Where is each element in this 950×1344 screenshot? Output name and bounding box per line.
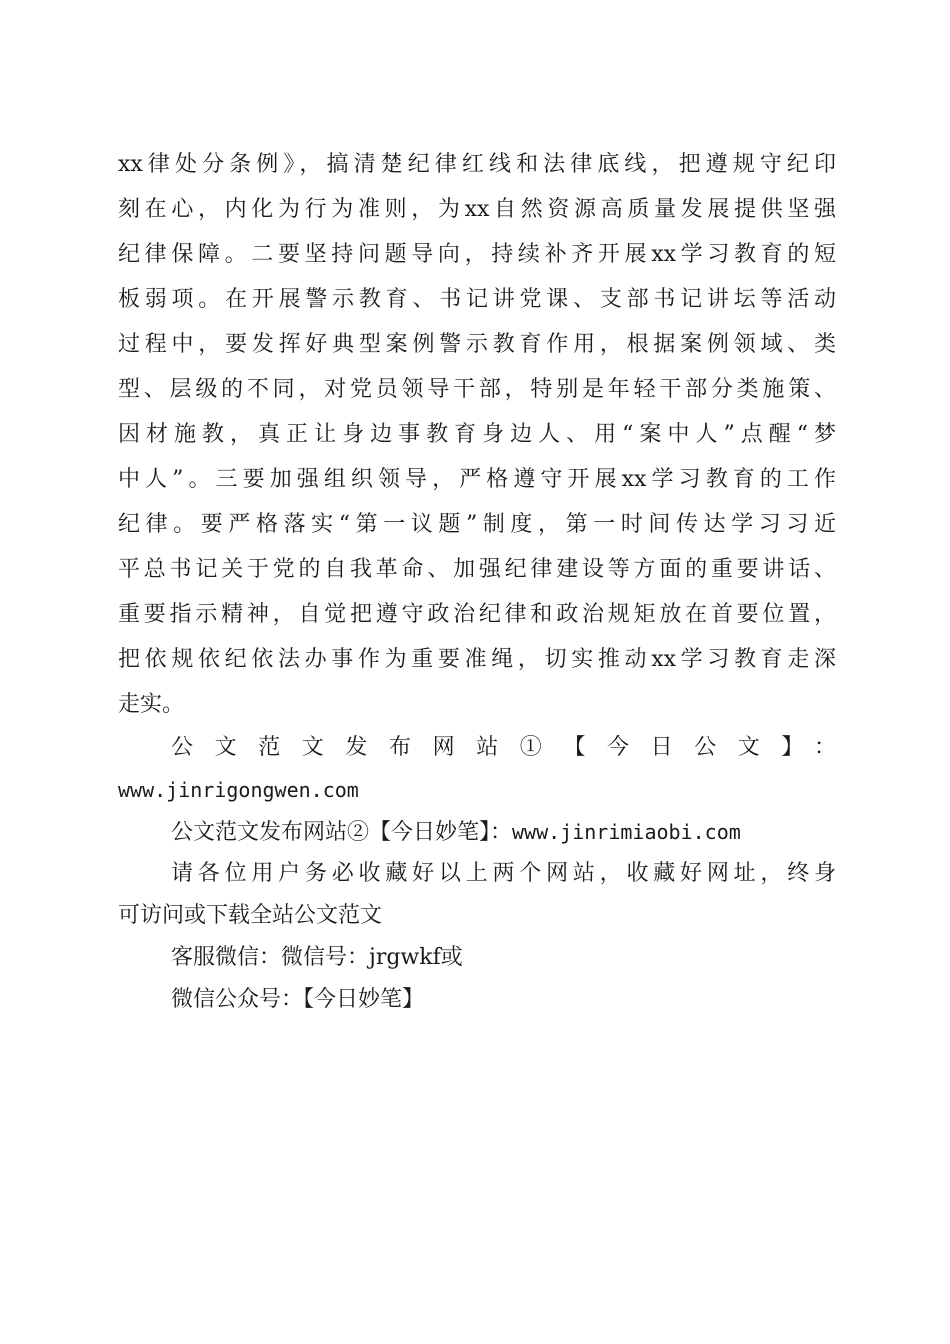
- site2-url-link[interactable]: www.jinrimiaobi.com: [512, 820, 741, 844]
- notice-line: 请各位用户务必收藏好以上两个网站，收藏好网址，终身: [171, 861, 836, 886]
- site2-label: 公文范文发布网站②【今日妙笔】：: [171, 820, 513, 845]
- body-line: 纪律。要严格落实“第一议题”制度，第一时间传达学习习近: [118, 512, 836, 537]
- site2-line: [118, 811, 836, 853]
- body-line: 走实。: [118, 692, 185, 717]
- body-line: 重要指示精神，自觉把遵守政治纪律和政治规矩放在首要位置，: [118, 602, 836, 627]
- body-line: 型、层级的不同，对党员领导干部，特别是年轻干部分类施策、: [118, 377, 836, 402]
- body-line: 平总书记关于党的自我革命、加强纪律建设等方面的重要讲话、: [118, 557, 836, 582]
- body-line: 刻在心，内化为行为准则，为xx自然资源高质量发展提供坚强: [118, 197, 836, 222]
- body-line: 板弱项。在开展警示教育、书记讲党课、支部书记讲坛等活动: [118, 287, 836, 312]
- official-account: 微信公众号：【今日妙笔】: [171, 987, 425, 1012]
- notice-line: 可访问或下载全站公文范文: [118, 903, 383, 928]
- service-wechat: 客服微信：微信号：jrgwkf或: [171, 945, 463, 970]
- body-line: 纪律保障。二要坚持问题导向，持续补齐开展xx学习教育的短: [118, 242, 836, 267]
- site1-url-link[interactable]: www.jinrigongwen.com: [118, 778, 359, 802]
- body-line: 把依规依纪依法办事作为重要准绳，切实推动xx学习教育走深: [118, 647, 836, 672]
- body-line: 因材施教，真正让身边事教育身边人、用“案中人”点醒“梦: [118, 422, 836, 447]
- document-body: [118, 142, 836, 1021]
- body-line: xx律处分条例》，搞清楚纪律红线和法律底线，把遵规守纪印: [118, 152, 836, 177]
- body-line: 中人”。三要加强组织领导，严格遵守开展xx学习教育的工作: [118, 467, 836, 492]
- body-line: 过程中，要发挥好典型案例警示教育作用，根据案例领域、类: [118, 332, 836, 357]
- site1-label: 公文范文发布网站①【今日公文】：: [171, 735, 836, 760]
